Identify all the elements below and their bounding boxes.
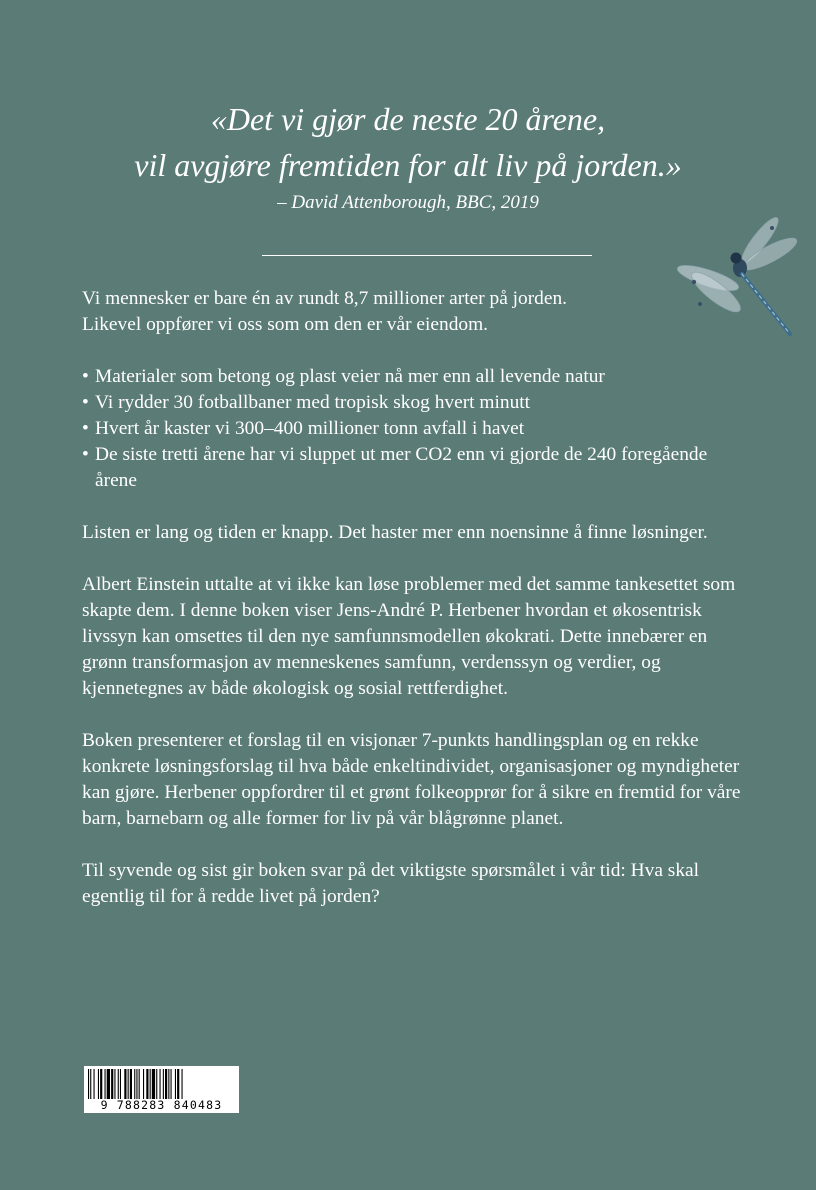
intro-line-2: Likevel oppfører vi oss som om den er vår eiendom. xyxy=(82,314,489,335)
paragraph: Boken presenterer et forslag til en visjonær 7-punkts handlingsplan og en rekke konkrete løsningsforslag til hva både enkeltindividet, organisasjoner og myndigheter kan gjøre. Herbener oppfordrer til et grønt folkeopprør for å sikre en fremtid for våre barn, barnebarn og alle former for liv på vår blågrønne planet. xyxy=(82,730,741,829)
intro-line-1: Vi mennesker er bare én av rundt 8,7 millioner arter på jorden. xyxy=(82,288,568,309)
list-item: • Vi rydder 30 fotballbaner med tropisk skog hvert minutt xyxy=(82,390,742,416)
facts-list xyxy=(82,364,742,494)
paragraph: Listen er lang og tiden er knapp. Det haster mer enn noensinne å finne løsninger. xyxy=(82,522,708,543)
epigraph-quote xyxy=(0,96,816,188)
isbn-number: 9 788283 840483 xyxy=(100,1098,223,1112)
barcode-bars xyxy=(88,1069,235,1099)
quote-line-2: vil avgjøre fremtiden for alt liv på jorden.» xyxy=(134,147,682,183)
paragraph: Til syvende og sist gir boken svar på det viktigste spørsmålet i vår tid: Hva skal egentlig til for å redde livet på jorden? xyxy=(82,860,700,907)
paragraph: Albert Einstein uttalte at vi ikke kan løse problemer med det samme tankesettet som skapte dem. I denne boken viser Jens-André P. Herbener hvordan et økosentrisk livssyn kan omsettes til den nye samfunnsmodellen økokrati. Dette innebærer en grønn transformasjon av menneskenes samfunn, verdenssyn og verdier, og kjennetegnes av både økologisk og sosial rettferdighet. xyxy=(82,574,736,699)
intro-paragraph xyxy=(82,286,742,338)
isbn-barcode xyxy=(84,1066,239,1113)
list-item: • Materialer som betong og plast veier nå mer enn all levende natur xyxy=(82,364,742,390)
list-item: • De siste tretti årene har vi sluppet ut mer CO2 enn vi gjorde de 240 foregående årene xyxy=(82,442,742,494)
quote-attribution: – David Attenborough, BBC, 2019 xyxy=(277,192,539,213)
quote-line-1: «Det vi gjør de neste 20 årene, xyxy=(210,101,606,137)
blurb-text xyxy=(82,286,742,936)
list-item: • Hvert år kaster vi 300–400 millioner tonn avfall i havet xyxy=(82,416,742,442)
divider-line xyxy=(262,255,592,256)
